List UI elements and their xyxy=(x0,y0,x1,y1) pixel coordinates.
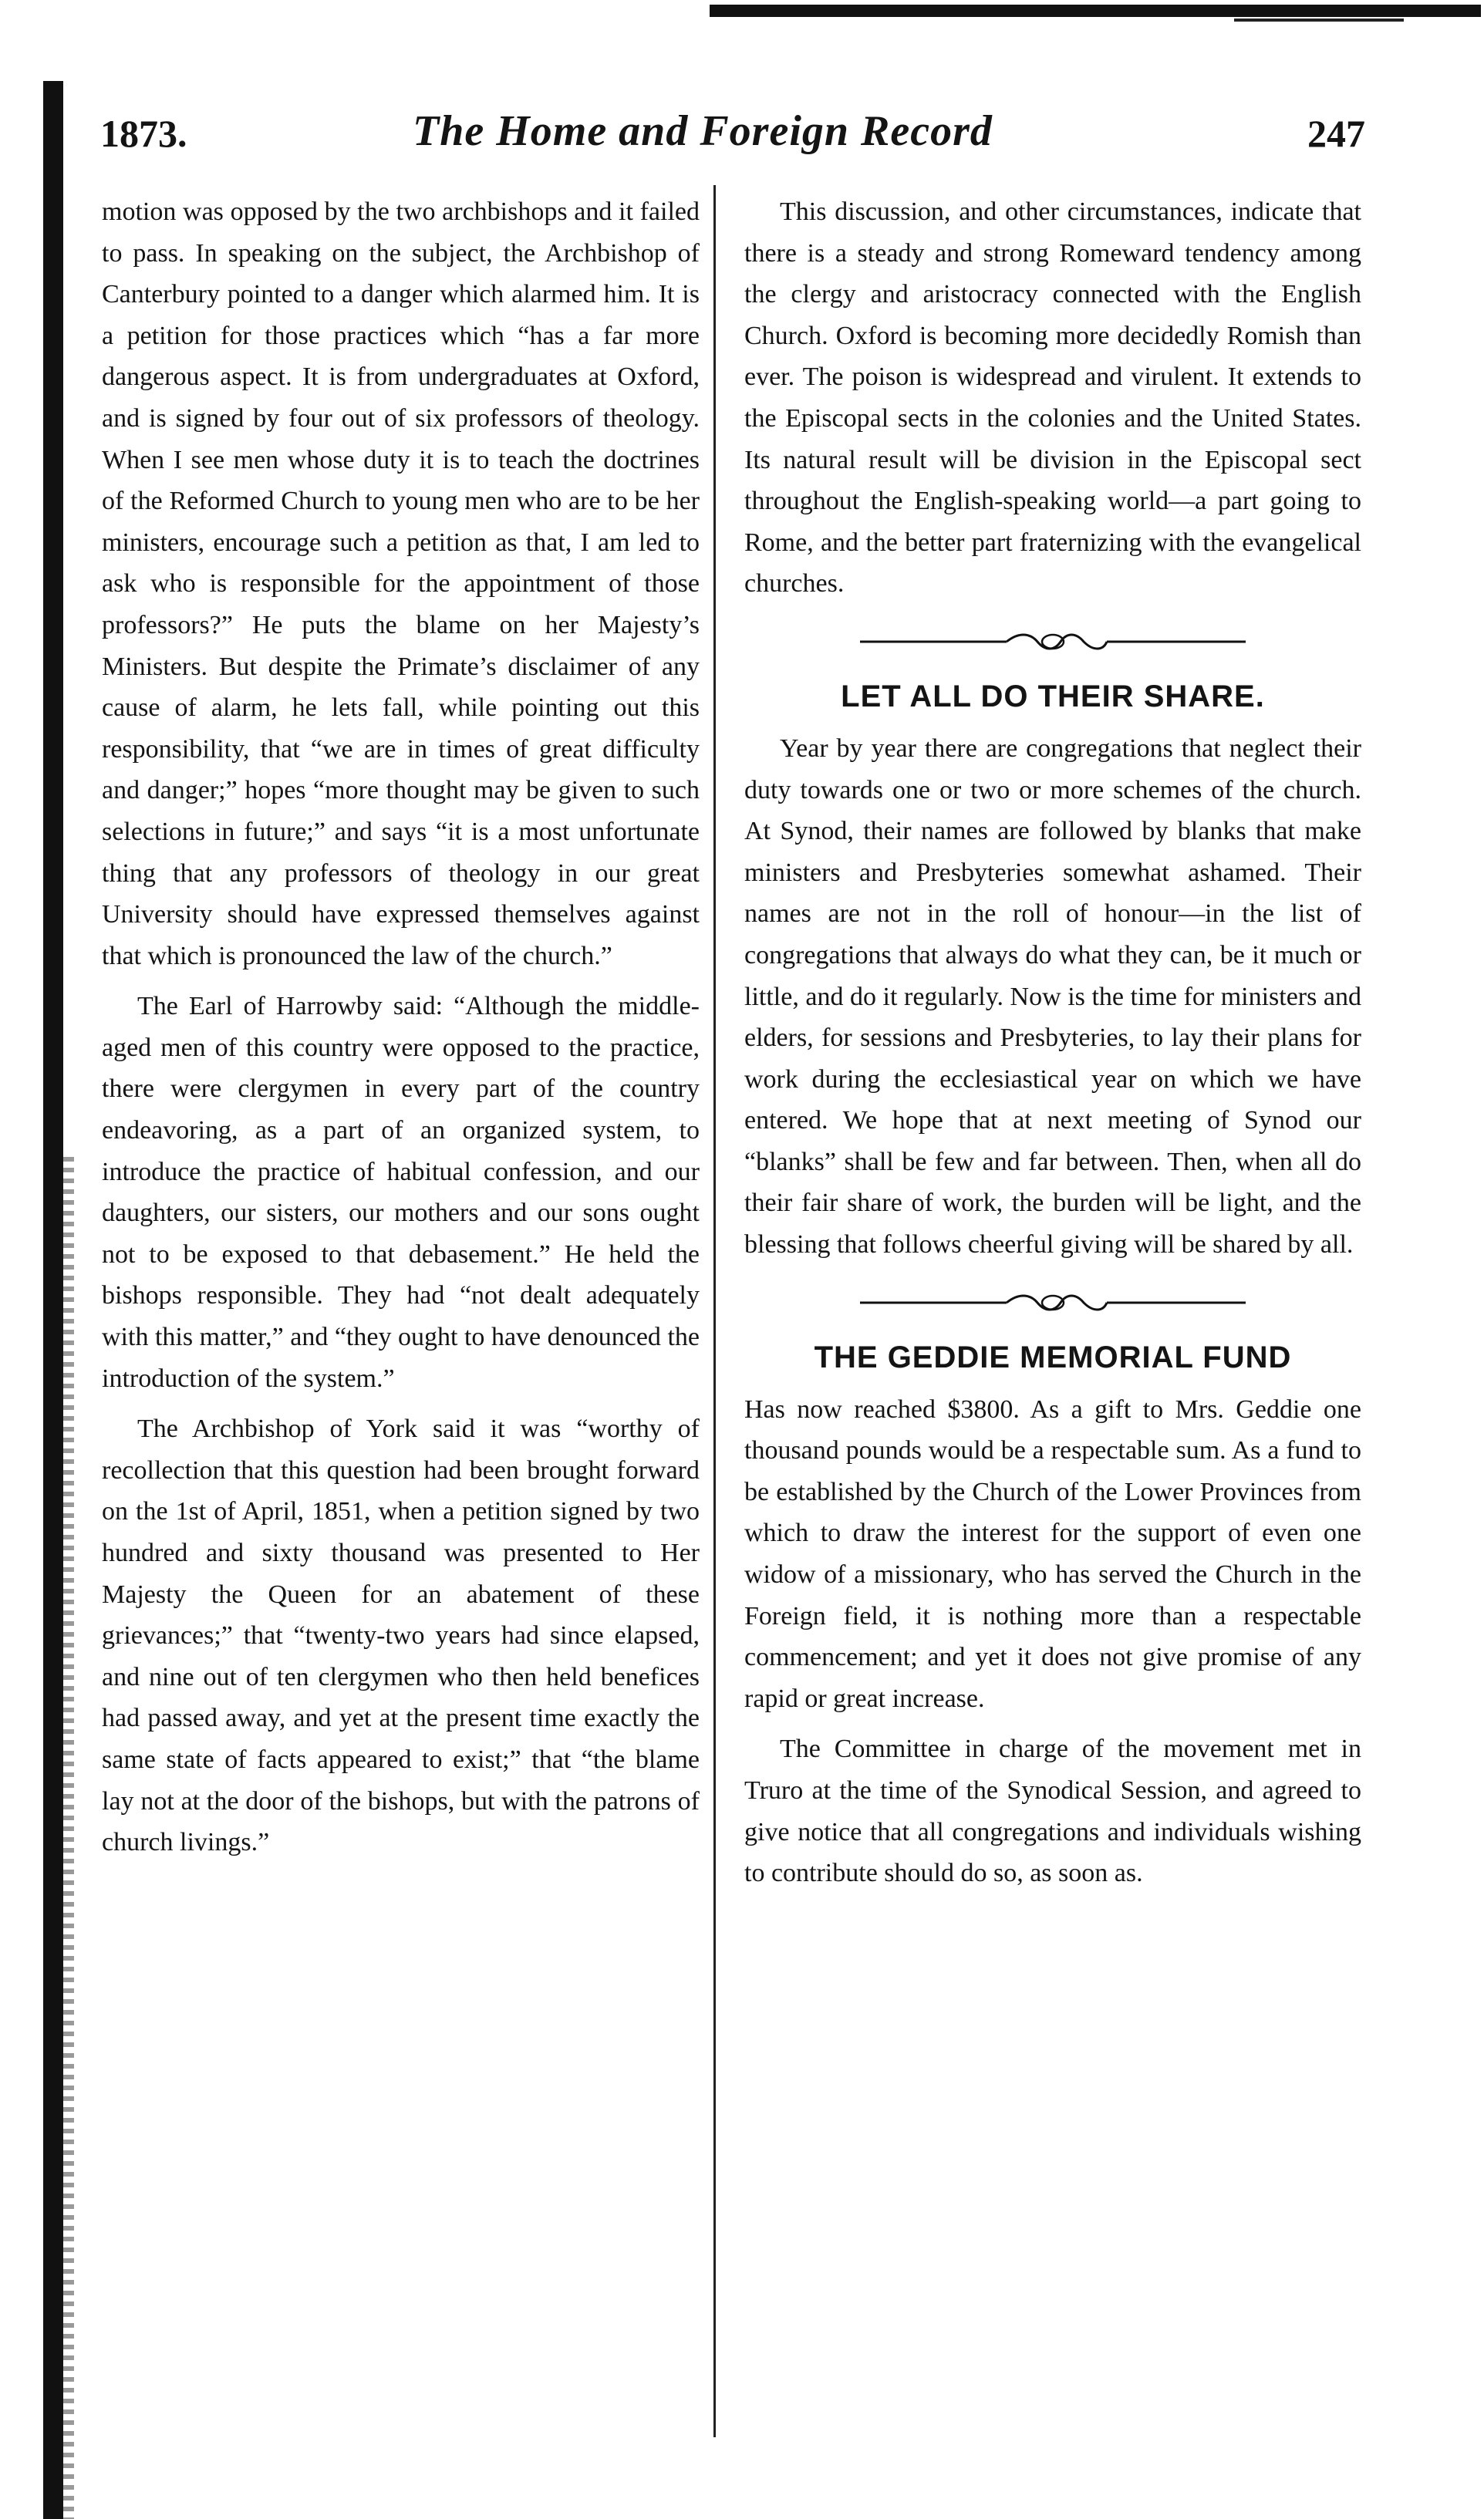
section-divider-ornament xyxy=(852,628,1253,656)
left-column xyxy=(102,191,700,1863)
top-border-rule-secondary xyxy=(1234,19,1404,22)
paragraph: The Archbishop of York said it was “worthy of recollection that this question had been brought forward on the 1st of April, 1851, when a petition signed by two hundred and sixty thousand was presented to Her Majesty the Queen for an abatement of these grievances;” that “twenty-two years had since elapsed, and nine out of ten clergymen who then held benefices had passed away, and yet at the present time exactly the same state of facts appeared to exist;” that “the blame lay not at the door of the bishops, but with the patrons of church livings.” xyxy=(102,1415,700,1857)
page-binding-edge xyxy=(43,81,63,2519)
running-header xyxy=(100,106,1365,168)
section-heading: THE GEDDIE MEMORIAL FUND xyxy=(814,1340,1292,1374)
section-divider-ornament xyxy=(852,1289,1253,1317)
paragraph: Year by year there are congregations that neglect their duty towards one or two or more schemes of the church. At Synod, their names are followed by blanks that make ministers and Presbyteries somewhat ashamed. Their names are not in the roll of honour—in the list of congregations that always do what they can, be it much or little, and do it regularly. Now is the time for ministers and elders, for sessions and Presbyteries, to lay their plans for work during the ecclesiastical year on which we have entered. We hope that at next meeting of Synod our “blanks” shall be few and far between. Then, when all do their fair share of work, the burden will be light, and the blessing that follows cheerful giving will be shared by all. xyxy=(744,733,1361,1260)
column-divider xyxy=(713,185,716,2437)
page-binding-edge-shadow xyxy=(63,1157,74,2519)
top-border-rule xyxy=(710,5,1481,17)
section-heading: LET ALL DO THEIR SHARE. xyxy=(841,679,1265,713)
header-journal-title: The Home and Foreign Record xyxy=(413,107,993,155)
paragraph: The Committee in charge of the movement met in Truro at the time of the Synodical Session, and agreed to give notice that all congregations and individuals wishing to contribute should do so, as soon as. xyxy=(744,1735,1361,1888)
paragraph: The Earl of Harrowby said: “Although the middle-aged men of this country were opposed to the practice, there were clergymen in every part of the country endeavoring, as a part of an organized system, to introduce the practice of habitual confession, and our daughters, our sisters, our mothers and our sons ought not to be exposed to that debasement.” He held the bishops responsible. They had “not dealt adequately with this matter,” and “they ought to have denounced the introduction of the system.” xyxy=(102,992,700,1393)
paragraph: motion was opposed by the two archbishops and it failed to pass. In speaking on the subject, the Archbishop of Canterbury pointed to a danger which alarmed him. It is a petition for those practices which “has a far more dangerous aspect. It is from undergraduates at Oxford, and is signed by four out of six professors of theology. When I see men whose duty it is to teach the doctrines of the Reformed Church to young men who are to be her ministers, encourage such a petition as that, I am led to ask who is responsible for the appointment of those professors?” He puts the blame on her Majesty’s Ministers. But despite the Primate’s disclaimer of any cause of alarm, he lets fall, while pointing out this responsibility, that “we are in times of great difficulty and danger;” hopes “more thought may be given to such selections in future;” and says “it is a most unfortunate thing that any professors of theology in our great University should have expressed themselves against that which is pronounced the law of the church.” xyxy=(102,197,700,970)
header-year: 1873. xyxy=(100,112,187,155)
right-column xyxy=(744,191,1361,1894)
paragraph: This discussion, and other circumstances, indicate that there is a steady and strong Romeward tendency among the clergy and aristocracy connected with the English Church. Oxford is becoming more decidedly Romish than ever. The poison is widespread and virulent. It extends to the Episcopal sects in the colonies and the United States. Its natural result will be division in the Episcopal sect throughout the English-speaking world—a part going to Rome, and the better part fraternizing with the evangelical churches. xyxy=(744,197,1361,599)
paragraph: Has now reached $3800. As a gift to Mrs. Geddie one thousand pounds would be a respectable sum. As a fund to be established by the Church of the Lower Provinces from which to draw the interest for the support of even one widow of a missionary, who has served the Church in the Foreign field, it is nothing more than a respectable commencement; and yet it does not give promise of any rapid or great increase. xyxy=(744,1394,1361,1713)
page-number: 247 xyxy=(1307,112,1365,155)
